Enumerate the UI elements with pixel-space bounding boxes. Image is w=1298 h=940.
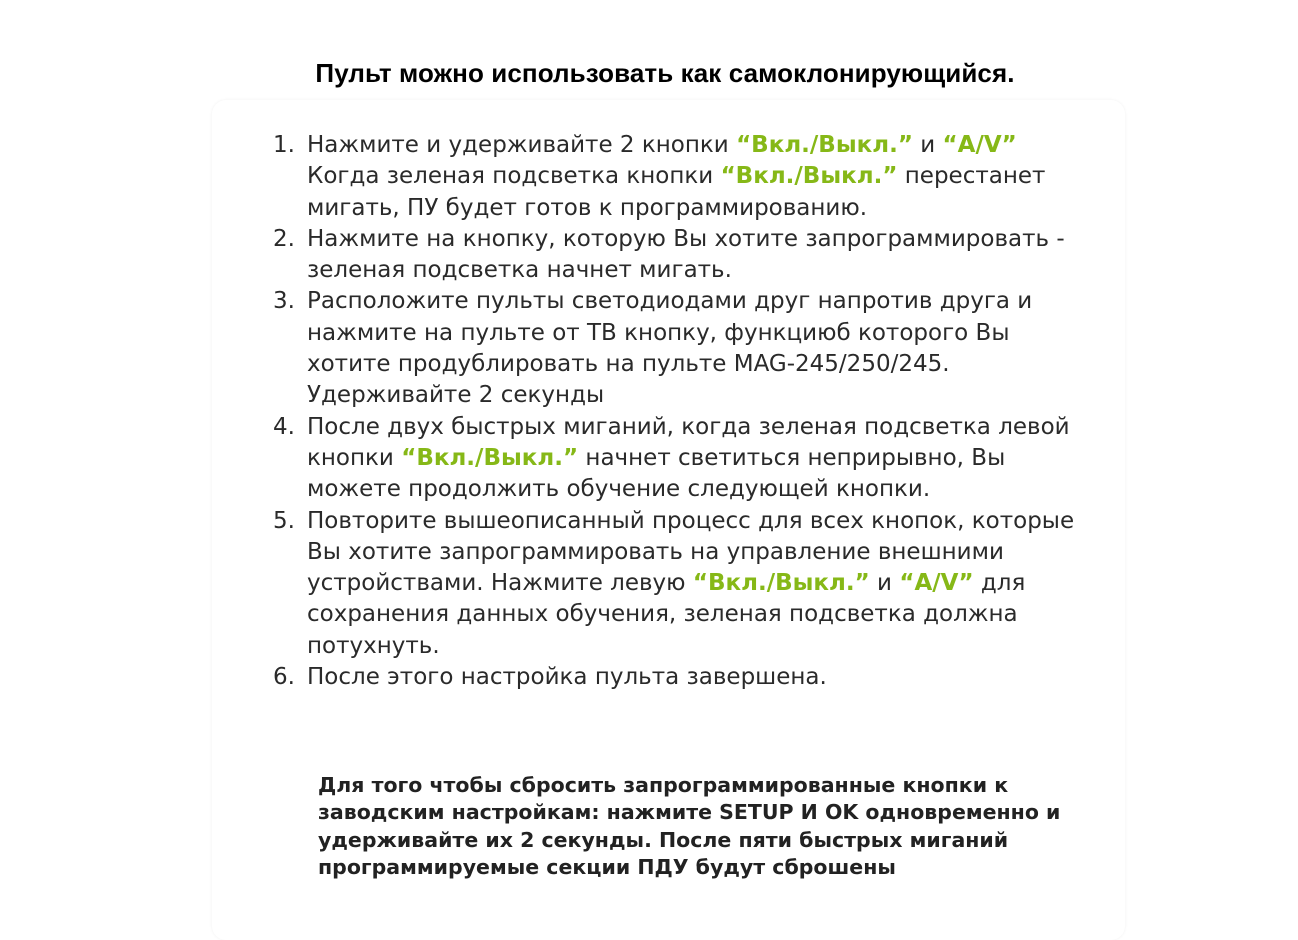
step-text: Расположите пульты светодиодами друг напротив друга и нажмите на пульте от ТВ кнопку, функциюб которого Вы хотите продублировать на пульте MAG-245/250/245. Удерживайте 2 секунды — [307, 288, 1033, 409]
step-text: Повторите вышеописанный процесс для всех кнопок, которые Вы хотите запрограммировать на управление внешними устройствами. Нажмите левую — [307, 507, 1075, 597]
step-text: После двух быстрых миганий, когда зеленая подсветка левой кнопки — [307, 413, 1070, 471]
step-item — [273, 130, 1093, 224]
step-text: Когда зеленая подсветка кнопки — [307, 163, 721, 190]
step-item — [273, 506, 1093, 662]
step-number: 5. — [273, 507, 295, 534]
step-item — [273, 412, 1093, 506]
step-item — [273, 224, 1093, 287]
button-name-highlight: “A/V” — [899, 570, 974, 597]
step-text: начнет светиться неприрывно, Вы можете продолжить обучение следующей кнопки. — [307, 444, 1006, 503]
reset-note: Для того чтобы сбросить запрограммированные кнопки к заводским настройкам: нажмите SETUP И OK одновременно и удерживайте их 2 секунды. После пяти быстрых миганий программируемые секции ПДУ будут сброшены — [318, 773, 1061, 879]
step-text: После этого настройка пульта завершена. — [307, 664, 827, 691]
button-name-highlight: “Вкл./Выкл.” — [692, 570, 870, 597]
button-name-highlight: “Вкл./Выкл.” — [720, 163, 898, 190]
step-number: 4. — [273, 413, 295, 440]
step-number: 3. — [273, 288, 295, 315]
step-text: Нажмите на кнопку, которую Вы хотите запрограммировать - зеленая подсветка начнет мигать. — [307, 225, 1065, 284]
step-text: и — [869, 570, 900, 597]
button-name-highlight: “Вкл./Выкл.” — [401, 444, 579, 471]
step-number: 1. — [273, 132, 295, 158]
step-number: 2. — [273, 225, 295, 252]
step-text: для сохранения данных обучения, зеленая подсветка должна потухнуть. — [307, 570, 1026, 659]
steps-list — [273, 130, 1093, 693]
button-name-highlight: “A/V” — [942, 132, 1017, 158]
step-item — [273, 662, 1093, 693]
button-name-highlight: “Вкл./Выкл.” — [736, 132, 913, 158]
step-text: перестанет мигать, ПУ будет готов к программированию. — [307, 163, 1046, 221]
page-title: Пульт можно использовать как самоклонирующийся. — [315, 58, 1015, 88]
step-number: 6. — [273, 664, 295, 691]
step-item — [273, 286, 1093, 411]
step-text: и — [912, 132, 943, 158]
step-text: Нажмите и удерживайте 2 кнопки — [307, 132, 737, 158]
